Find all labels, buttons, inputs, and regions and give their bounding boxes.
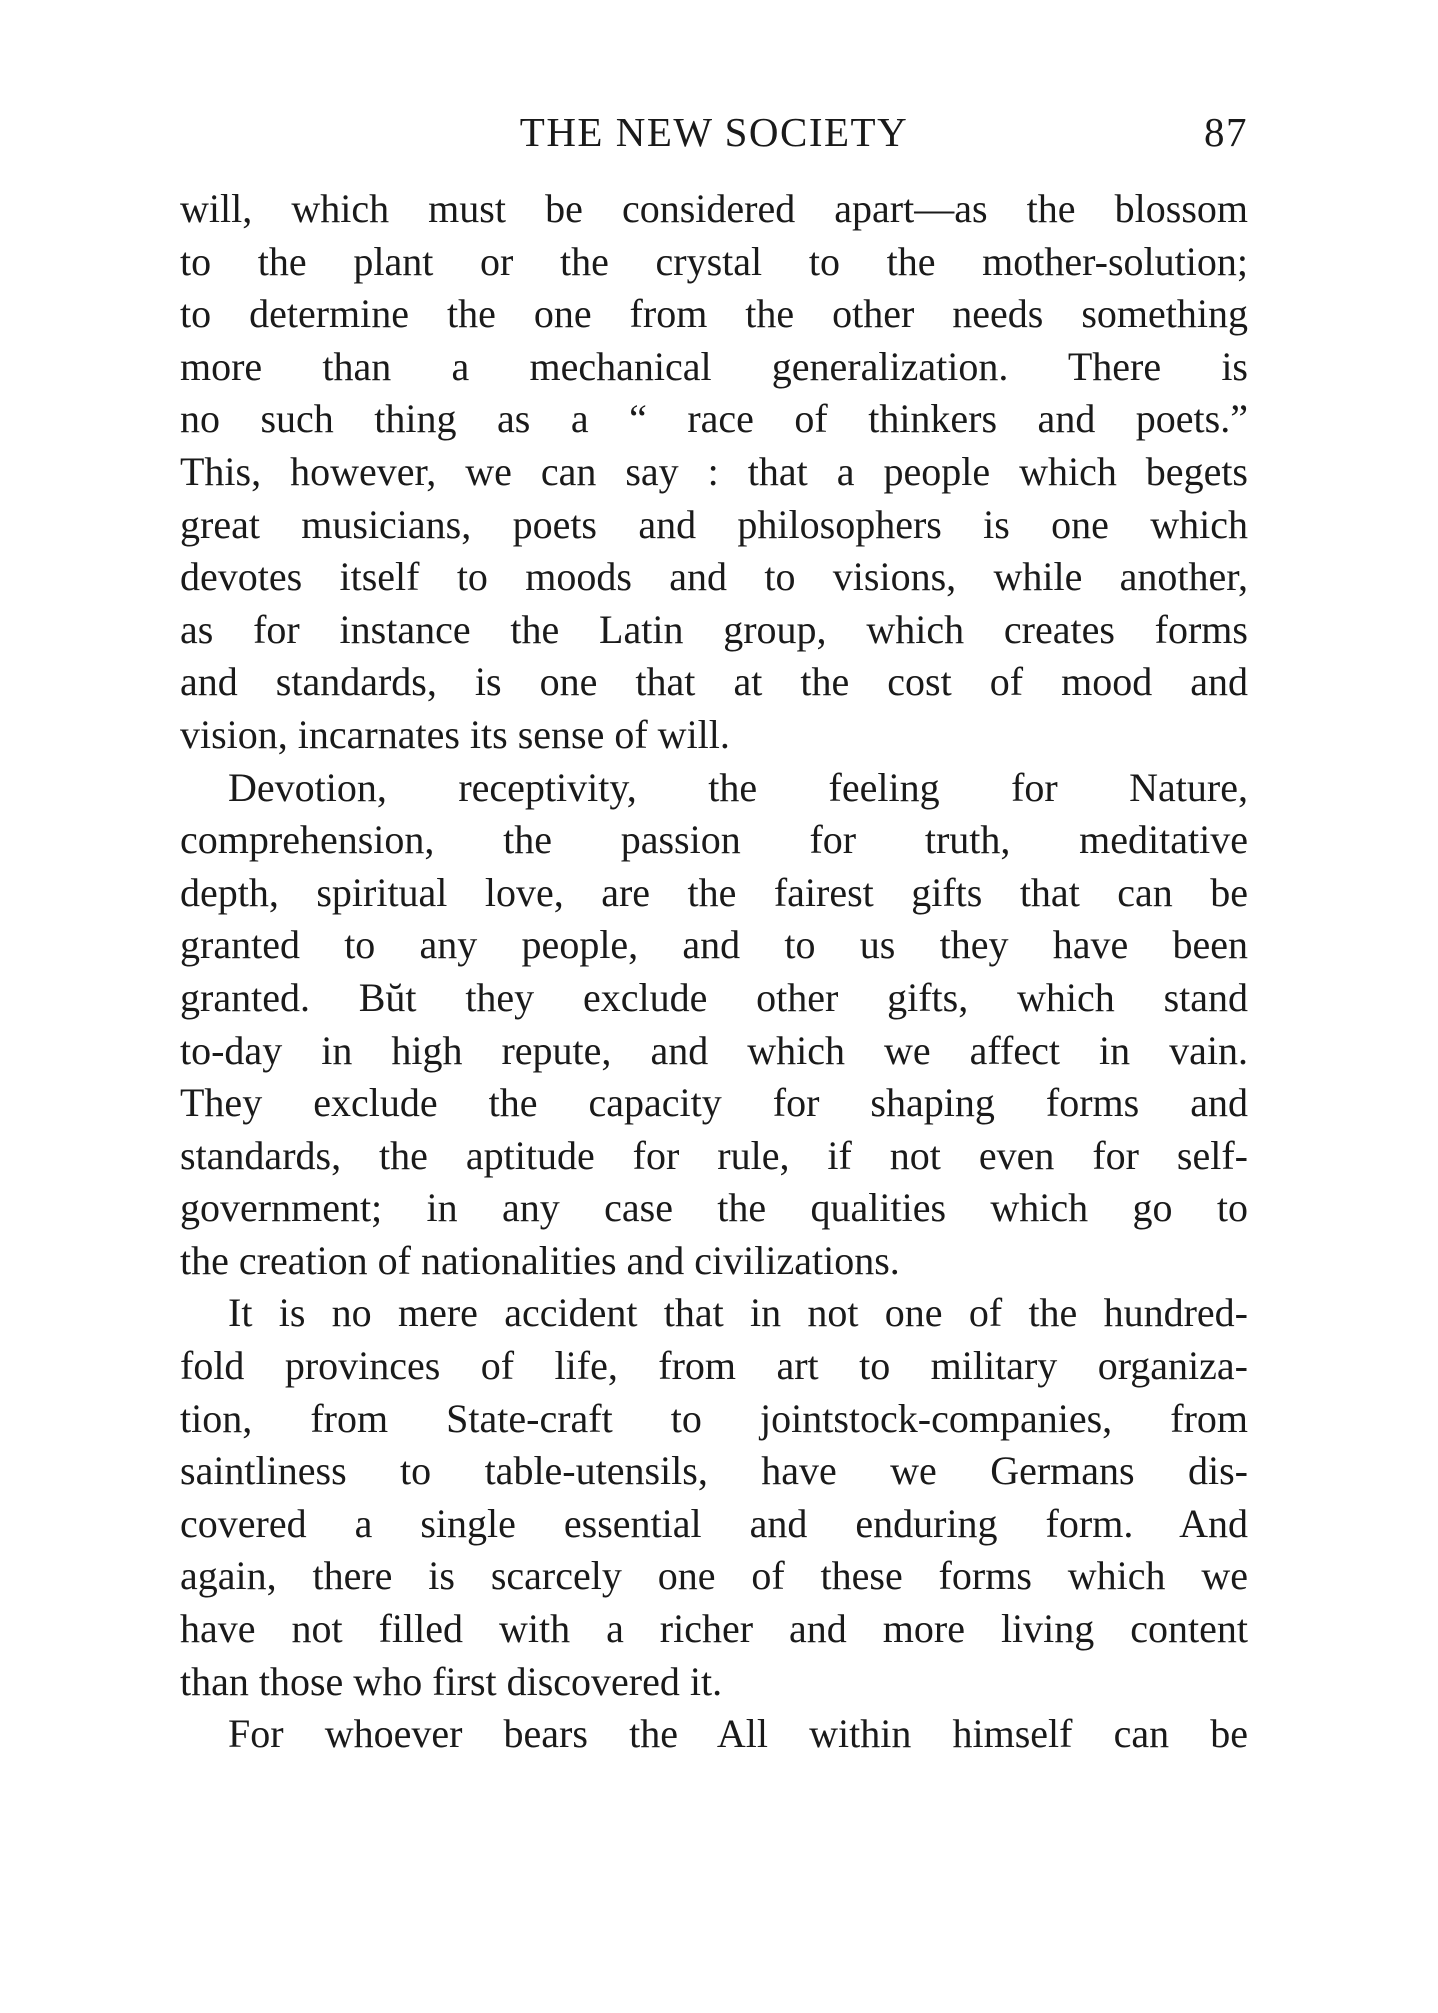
body-text (180, 183, 1248, 1761)
text-line: It is no mere accident that in not one of the hundred- (228, 1290, 1248, 1336)
text-line: more than a mechanical generalization. There is (180, 343, 1248, 389)
text-line: and standards, is one that at the cost of mood and (180, 659, 1248, 705)
text-line: again, there is scarcely one of these forms which we (180, 1553, 1248, 1599)
text-line: covered a single essential and enduring form. And (180, 1500, 1248, 1546)
paragraph (180, 1708, 1248, 1761)
text-line: the creation of nationalities and civilizations. (180, 1237, 900, 1283)
text-line: to-day in high repute, and which we affect in vain. (180, 1027, 1248, 1073)
text-line: government; in any case the qualities which go to (180, 1185, 1248, 1231)
text-line: to the plant or the crystal to the mother-solution; (180, 238, 1248, 284)
text-line: standards, the aptitude for rule, if not even for self- (180, 1132, 1248, 1178)
paragraph (180, 762, 1248, 1288)
text-line: saintliness to table-utensils, have we Germans dis- (180, 1448, 1248, 1494)
text-line: They exclude the capacity for shaping forms and (180, 1080, 1248, 1126)
text-line: granted to any people, and to us they have been (180, 922, 1248, 968)
text-line: Devotion, receptivity, the feeling for Nature, (228, 764, 1248, 810)
paragraph (180, 183, 1248, 762)
text-line: no such thing as a “ race of thinkers and poets.” (180, 396, 1248, 442)
text-line: comprehension, the passion for truth, meditative (180, 817, 1248, 863)
text-line: fold provinces of life, from art to military organiza- (180, 1343, 1248, 1389)
running-title: THE NEW SOCIETY (519, 109, 909, 155)
page-number: 87 (1204, 109, 1248, 155)
text-line: This, however, we can say : that a people which begets (180, 448, 1248, 494)
text-line: tion, from State-craft to jointstock-companies, from (180, 1395, 1248, 1441)
text-line: devotes itself to moods and to visions, while another, (180, 554, 1248, 600)
text-line: as for instance the Latin group, which creates forms (180, 606, 1248, 652)
text-line: depth, spiritual love, are the fairest gifts that can be (180, 869, 1248, 915)
text-line: will, which must be considered apart—as the blossom (180, 186, 1248, 231)
text-line: great musicians, poets and philosophers is one which (180, 501, 1248, 547)
text-line: For whoever bears the All within himself can be (228, 1711, 1248, 1757)
text-line: vision, incarnates its sense of will. (180, 711, 730, 757)
text-line: to determine the one from the other needs something (180, 291, 1248, 337)
text-line: than those who first discovered it. (180, 1658, 723, 1704)
text-line: granted. Bŭt they exclude other gifts, which stand (180, 974, 1248, 1020)
running-head (180, 108, 1248, 168)
text-line: have not filled with a richer and more living content (180, 1606, 1248, 1652)
paragraph (180, 1287, 1248, 1708)
